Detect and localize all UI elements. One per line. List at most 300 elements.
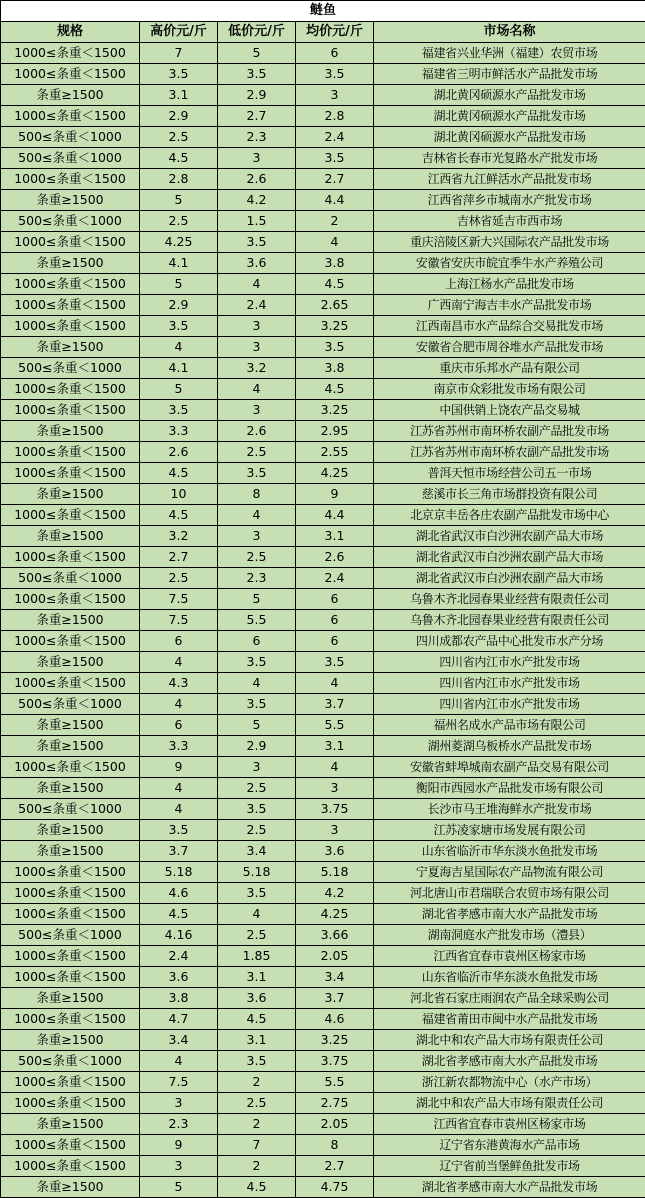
- cell-market-name: 普洱天恒市场经营公司五一市场: [374, 463, 645, 484]
- cell-spec: 1000≤条重＜1500: [1, 379, 140, 400]
- cell-high-price: 3.5: [140, 820, 218, 841]
- cell-high-price: 4: [140, 1051, 218, 1072]
- cell-market-name: 福建省三明市鲜活水产品批发市场: [374, 64, 645, 85]
- table-row: [1, 715, 645, 736]
- cell-avg-price: 4: [296, 757, 374, 778]
- cell-low-price: 3.5: [218, 463, 296, 484]
- table-row: [1, 673, 645, 694]
- cell-market-name: 重庆市乐邦水产品有限公司: [374, 358, 645, 379]
- cell-spec: 1000≤条重＜1500: [1, 757, 140, 778]
- cell-market-name: 江西省萍乡市城南水产批发市场: [374, 190, 645, 211]
- cell-low-price: 3.4: [218, 841, 296, 862]
- cell-market-name: 四川省内江市水产批发市场: [374, 652, 645, 673]
- cell-high-price: 4: [140, 778, 218, 799]
- cell-low-price: 3: [218, 526, 296, 547]
- cell-avg-price: 4: [296, 232, 374, 253]
- cell-high-price: 2.5: [140, 211, 218, 232]
- cell-market-name: 河北唐山市君瑞联合农贸市场有限公司: [374, 883, 645, 904]
- cell-spec: 1000≤条重＜1500: [1, 673, 140, 694]
- cell-avg-price: 4: [296, 673, 374, 694]
- table-row: [1, 211, 645, 232]
- cell-high-price: 6: [140, 715, 218, 736]
- cell-high-price: 4: [140, 652, 218, 673]
- table-row: [1, 442, 645, 463]
- cell-avg-price: 4.4: [296, 190, 374, 211]
- cell-spec: 1000≤条重＜1500: [1, 274, 140, 295]
- cell-spec: 1000≤条重＜1500: [1, 43, 140, 64]
- cell-spec: 条重≥1500: [1, 85, 140, 106]
- cell-avg-price: 2.4: [296, 568, 374, 589]
- cell-spec: 条重≥1500: [1, 778, 140, 799]
- table-row: [1, 274, 645, 295]
- cell-low-price: 3.5: [218, 1051, 296, 1072]
- table-row: [1, 946, 645, 967]
- table-row: [1, 1051, 645, 1072]
- cell-spec: 条重≥1500: [1, 1114, 140, 1135]
- cell-high-price: 2.7: [140, 547, 218, 568]
- table-row: [1, 925, 645, 946]
- table-row: [1, 295, 645, 316]
- cell-high-price: 3.1: [140, 85, 218, 106]
- cell-avg-price: 2.7: [296, 1156, 374, 1177]
- cell-avg-price: 3.7: [296, 988, 374, 1009]
- table-row: [1, 379, 645, 400]
- cell-high-price: 2.3: [140, 1114, 218, 1135]
- cell-low-price: 4.5: [218, 1177, 296, 1198]
- cell-high-price: 3.6: [140, 967, 218, 988]
- cell-low-price: 2.5: [218, 547, 296, 568]
- cell-high-price: 3.5: [140, 64, 218, 85]
- cell-spec: 条重≥1500: [1, 736, 140, 757]
- cell-high-price: 4.5: [140, 904, 218, 925]
- cell-avg-price: 3.4: [296, 967, 374, 988]
- cell-avg-price: 3: [296, 820, 374, 841]
- cell-low-price: 2: [218, 1072, 296, 1093]
- header-avg-price: 均价元/斤: [296, 22, 374, 43]
- cell-low-price: 3: [218, 757, 296, 778]
- cell-avg-price: 3.25: [296, 1030, 374, 1051]
- cell-avg-price: 3.75: [296, 1051, 374, 1072]
- cell-market-name: 安徽省合肥市周谷堆水产品批发市场: [374, 337, 645, 358]
- cell-market-name: 湖北黄冈硕源水产品批发市场: [374, 85, 645, 106]
- cell-spec: 条重≥1500: [1, 988, 140, 1009]
- cell-high-price: 5.18: [140, 862, 218, 883]
- cell-high-price: 4: [140, 694, 218, 715]
- cell-market-name: 湖南洞庭水产批发市场（澧县）: [374, 925, 645, 946]
- cell-low-price: 4: [218, 904, 296, 925]
- cell-high-price: 5: [140, 1177, 218, 1198]
- table-row: [1, 967, 645, 988]
- table-body: [1, 43, 645, 1198]
- cell-market-name: 长沙市马王堆海鲜水产批发市场: [374, 799, 645, 820]
- cell-low-price: 4.2: [218, 190, 296, 211]
- cell-market-name: 福建省兴业华洲（福建）农贸市场: [374, 43, 645, 64]
- cell-market-name: 湖北省武汉市白沙洲农副产品大市场: [374, 547, 645, 568]
- cell-market-name: 四川省内江市水产批发市场: [374, 673, 645, 694]
- cell-spec: 500≤条重＜1000: [1, 127, 140, 148]
- cell-high-price: 2.9: [140, 295, 218, 316]
- cell-spec: 500≤条重＜1000: [1, 148, 140, 169]
- cell-avg-price: 3.66: [296, 925, 374, 946]
- cell-avg-price: 3: [296, 778, 374, 799]
- cell-low-price: 3.5: [218, 799, 296, 820]
- cell-high-price: 7.5: [140, 610, 218, 631]
- cell-high-price: 4: [140, 337, 218, 358]
- cell-high-price: 3.5: [140, 400, 218, 421]
- cell-avg-price: 4.5: [296, 379, 374, 400]
- cell-low-price: 2.7: [218, 106, 296, 127]
- cell-spec: 1000≤条重＜1500: [1, 463, 140, 484]
- header-high-price: 高价元/斤: [140, 22, 218, 43]
- table-row: [1, 820, 645, 841]
- cell-avg-price: 5.5: [296, 1072, 374, 1093]
- cell-spec: 条重≥1500: [1, 1177, 140, 1198]
- cell-low-price: 4: [218, 505, 296, 526]
- cell-low-price: 5: [218, 715, 296, 736]
- cell-low-price: 3: [218, 148, 296, 169]
- table-row: [1, 316, 645, 337]
- cell-market-name: 湖北中和农产品大市场有限责任公司: [374, 1030, 645, 1051]
- table-row: [1, 337, 645, 358]
- cell-low-price: 2.5: [218, 1093, 296, 1114]
- table-row: [1, 841, 645, 862]
- table-row: [1, 988, 645, 1009]
- table-row: [1, 694, 645, 715]
- cell-high-price: 3.2: [140, 526, 218, 547]
- cell-spec: 1000≤条重＜1500: [1, 64, 140, 85]
- cell-spec: 1000≤条重＜1500: [1, 883, 140, 904]
- table-row: [1, 358, 645, 379]
- cell-high-price: 3.3: [140, 421, 218, 442]
- table-row: [1, 169, 645, 190]
- cell-spec: 500≤条重＜1000: [1, 568, 140, 589]
- cell-high-price: 2.5: [140, 568, 218, 589]
- cell-low-price: 3.5: [218, 883, 296, 904]
- cell-market-name: 山东省临沂市华东淡水鱼批发市场: [374, 841, 645, 862]
- cell-spec: 1000≤条重＜1500: [1, 862, 140, 883]
- cell-market-name: 安徽省安庆市皖宜季牛水产养殖公司: [374, 253, 645, 274]
- cell-high-price: 2.4: [140, 946, 218, 967]
- table-row: [1, 1093, 645, 1114]
- cell-high-price: 4.1: [140, 253, 218, 274]
- cell-market-name: 吉林省延吉市西市场: [374, 211, 645, 232]
- table-row: [1, 757, 645, 778]
- cell-avg-price: 4.25: [296, 463, 374, 484]
- cell-low-price: 2.4: [218, 295, 296, 316]
- cell-avg-price: 3.1: [296, 526, 374, 547]
- cell-spec: 1000≤条重＜1500: [1, 505, 140, 526]
- header-spec: 规格: [1, 22, 140, 43]
- cell-spec: 1000≤条重＜1500: [1, 1156, 140, 1177]
- table-row: [1, 1135, 645, 1156]
- cell-high-price: 5: [140, 379, 218, 400]
- table-row: [1, 106, 645, 127]
- cell-low-price: 2.6: [218, 169, 296, 190]
- cell-market-name: 浙江新农都物流中心（水产市场）: [374, 1072, 645, 1093]
- cell-market-name: 湖北省武汉市白沙洲农副产品大市场: [374, 526, 645, 547]
- cell-market-name: 吉林省长春市光复路水产批发市场: [374, 148, 645, 169]
- cell-high-price: 4.25: [140, 232, 218, 253]
- cell-market-name: 慈溪市长三角市场群投资有限公司: [374, 484, 645, 505]
- cell-market-name: 湖州菱湖乌板桥水产品批发市场: [374, 736, 645, 757]
- cell-avg-price: 2.8: [296, 106, 374, 127]
- cell-high-price: 2.9: [140, 106, 218, 127]
- table-row: [1, 253, 645, 274]
- cell-avg-price: 2.05: [296, 1114, 374, 1135]
- cell-avg-price: 6: [296, 631, 374, 652]
- cell-avg-price: 3.7: [296, 694, 374, 715]
- cell-avg-price: 4.6: [296, 1009, 374, 1030]
- table-row: [1, 799, 645, 820]
- cell-low-price: 2: [218, 1156, 296, 1177]
- cell-high-price: 4.7: [140, 1009, 218, 1030]
- cell-low-price: 2.3: [218, 127, 296, 148]
- cell-market-name: 福建省莆田市闽中水产品批发市场: [374, 1009, 645, 1030]
- table-row: [1, 883, 645, 904]
- cell-avg-price: 3.1: [296, 736, 374, 757]
- table-row: [1, 589, 645, 610]
- table-row: [1, 1030, 645, 1051]
- cell-low-price: 2.9: [218, 736, 296, 757]
- cell-market-name: 四川省内江市水产批发市场: [374, 694, 645, 715]
- cell-low-price: 2.3: [218, 568, 296, 589]
- cell-high-price: 4.5: [140, 505, 218, 526]
- cell-low-price: 4: [218, 274, 296, 295]
- cell-low-price: 3.6: [218, 988, 296, 1009]
- cell-high-price: 4.1: [140, 358, 218, 379]
- cell-low-price: 2.5: [218, 820, 296, 841]
- cell-spec: 条重≥1500: [1, 652, 140, 673]
- cell-high-price: 4.5: [140, 463, 218, 484]
- cell-low-price: 2.5: [218, 778, 296, 799]
- cell-high-price: 3.4: [140, 1030, 218, 1051]
- cell-low-price: 4: [218, 673, 296, 694]
- cell-spec: 条重≥1500: [1, 337, 140, 358]
- cell-high-price: 10: [140, 484, 218, 505]
- cell-spec: 1000≤条重＜1500: [1, 1072, 140, 1093]
- cell-market-name: 南京市众彩批发市场有限公司: [374, 379, 645, 400]
- cell-avg-price: 4.2: [296, 883, 374, 904]
- cell-market-name: 安徽省蚌埠城南农副产品交易有限公司: [374, 757, 645, 778]
- cell-low-price: 2.6: [218, 421, 296, 442]
- table-row: [1, 631, 645, 652]
- cell-high-price: 3.8: [140, 988, 218, 1009]
- cell-low-price: 4.5: [218, 1009, 296, 1030]
- cell-avg-price: 6: [296, 610, 374, 631]
- cell-market-name: 福州名成水产品市场有限公司: [374, 715, 645, 736]
- table-row: [1, 610, 645, 631]
- cell-market-name: 江苏省苏州市南环桥农副产品批发市场: [374, 421, 645, 442]
- cell-avg-price: 5.18: [296, 862, 374, 883]
- cell-avg-price: 3.5: [296, 64, 374, 85]
- cell-market-name: 湖北省孝感市南大水产品批发市场: [374, 1177, 645, 1198]
- cell-avg-price: 3.6: [296, 841, 374, 862]
- cell-low-price: 5.5: [218, 610, 296, 631]
- table-row: [1, 484, 645, 505]
- table-row: [1, 1114, 645, 1135]
- cell-avg-price: 3.25: [296, 316, 374, 337]
- cell-spec: 条重≥1500: [1, 190, 140, 211]
- cell-low-price: 5.18: [218, 862, 296, 883]
- cell-low-price: 7: [218, 1135, 296, 1156]
- cell-avg-price: 9: [296, 484, 374, 505]
- cell-avg-price: 5.5: [296, 715, 374, 736]
- cell-market-name: 辽宁省东港黄海水产品市场: [374, 1135, 645, 1156]
- cell-spec: 500≤条重＜1000: [1, 799, 140, 820]
- cell-high-price: 2.6: [140, 442, 218, 463]
- cell-high-price: 4.5: [140, 148, 218, 169]
- cell-market-name: 北京京丰岳各庄农副产品批发市场中心: [374, 505, 645, 526]
- cell-avg-price: 2.55: [296, 442, 374, 463]
- cell-avg-price: 3.5: [296, 652, 374, 673]
- table-row: [1, 421, 645, 442]
- cell-high-price: 5: [140, 190, 218, 211]
- cell-low-price: 3.1: [218, 967, 296, 988]
- cell-high-price: 3: [140, 1093, 218, 1114]
- cell-avg-price: 8: [296, 1135, 374, 1156]
- cell-market-name: 广西南宁海吉丰水产品批发市场: [374, 295, 645, 316]
- table-row: [1, 1072, 645, 1093]
- cell-avg-price: 2.75: [296, 1093, 374, 1114]
- cell-high-price: 5: [140, 274, 218, 295]
- cell-spec: 条重≥1500: [1, 610, 140, 631]
- table-row: [1, 526, 645, 547]
- cell-spec: 1000≤条重＜1500: [1, 400, 140, 421]
- cell-avg-price: 3.8: [296, 253, 374, 274]
- cell-market-name: 山东省临沂市华东淡水鱼批发市场: [374, 967, 645, 988]
- cell-high-price: 7.5: [140, 589, 218, 610]
- cell-market-name: 重庆涪陵区新大兴国际农产品批发市场: [374, 232, 645, 253]
- cell-low-price: 1.85: [218, 946, 296, 967]
- cell-high-price: 9: [140, 1135, 218, 1156]
- cell-high-price: 3.3: [140, 736, 218, 757]
- table-row: [1, 232, 645, 253]
- cell-high-price: 2.5: [140, 127, 218, 148]
- cell-avg-price: 6: [296, 43, 374, 64]
- cell-low-price: 8: [218, 484, 296, 505]
- cell-avg-price: 3.8: [296, 358, 374, 379]
- table-row: [1, 1177, 645, 1198]
- cell-low-price: 5: [218, 43, 296, 64]
- table-row: [1, 778, 645, 799]
- cell-avg-price: 3.75: [296, 799, 374, 820]
- cell-market-name: 江苏省苏州市南环桥农副产品批发市场: [374, 442, 645, 463]
- cell-low-price: 3: [218, 400, 296, 421]
- cell-spec: 1000≤条重＜1500: [1, 1009, 140, 1030]
- cell-low-price: 5: [218, 589, 296, 610]
- cell-low-price: 3.6: [218, 253, 296, 274]
- cell-low-price: 3: [218, 316, 296, 337]
- cell-low-price: 3.5: [218, 232, 296, 253]
- cell-spec: 1000≤条重＜1500: [1, 1135, 140, 1156]
- cell-spec: 1000≤条重＜1500: [1, 1093, 140, 1114]
- cell-avg-price: 4.5: [296, 274, 374, 295]
- table-row: [1, 127, 645, 148]
- cell-market-name: 上海江杨水产品批发市场: [374, 274, 645, 295]
- cell-low-price: 1.5: [218, 211, 296, 232]
- table-row: [1, 547, 645, 568]
- cell-spec: 1000≤条重＜1500: [1, 316, 140, 337]
- cell-spec: 条重≥1500: [1, 484, 140, 505]
- table-row: [1, 1156, 645, 1177]
- cell-spec: 条重≥1500: [1, 841, 140, 862]
- cell-spec: 1000≤条重＜1500: [1, 442, 140, 463]
- cell-market-name: 江西南昌市水产品综合交易批发市场: [374, 316, 645, 337]
- cell-low-price: 3: [218, 337, 296, 358]
- cell-market-name: 湖北黄冈硕源水产品批发市场: [374, 106, 645, 127]
- cell-high-price: 3: [140, 1156, 218, 1177]
- cell-high-price: 4.3: [140, 673, 218, 694]
- cell-spec: 条重≥1500: [1, 421, 140, 442]
- cell-high-price: 3.5: [140, 316, 218, 337]
- cell-low-price: 2.5: [218, 442, 296, 463]
- table-row: [1, 148, 645, 169]
- cell-high-price: 7: [140, 43, 218, 64]
- cell-avg-price: 4.4: [296, 505, 374, 526]
- cell-market-name: 湖北省孝感市南大水产品批发市场: [374, 1051, 645, 1072]
- cell-spec: 条重≥1500: [1, 1030, 140, 1051]
- cell-spec: 1000≤条重＜1500: [1, 169, 140, 190]
- cell-low-price: 2.5: [218, 925, 296, 946]
- cell-market-name: 衡阳市西园水产品批发市场有限公司: [374, 778, 645, 799]
- cell-market-name: 中国供销上饶农产品交易城: [374, 400, 645, 421]
- cell-avg-price: 3: [296, 85, 374, 106]
- cell-high-price: 7.5: [140, 1072, 218, 1093]
- table-row: [1, 463, 645, 484]
- cell-market-name: 江西省宜春市袁州区杨家市场: [374, 1114, 645, 1135]
- cell-avg-price: 4.75: [296, 1177, 374, 1198]
- cell-high-price: 9: [140, 757, 218, 778]
- cell-market-name: 江西省九江鲜活水产品批发市场: [374, 169, 645, 190]
- cell-avg-price: 2.6: [296, 547, 374, 568]
- cell-market-name: 宁夏海吉星国际农产品物流有限公司: [374, 862, 645, 883]
- cell-high-price: 4: [140, 799, 218, 820]
- cell-spec: 1000≤条重＜1500: [1, 904, 140, 925]
- table-row: [1, 736, 645, 757]
- cell-spec: 500≤条重＜1000: [1, 358, 140, 379]
- cell-low-price: 3.5: [218, 64, 296, 85]
- cell-high-price: 2.8: [140, 169, 218, 190]
- cell-spec: 1000≤条重＜1500: [1, 106, 140, 127]
- table-row: [1, 43, 645, 64]
- table-row: [1, 904, 645, 925]
- cell-low-price: 3.5: [218, 652, 296, 673]
- cell-spec: 条重≥1500: [1, 526, 140, 547]
- table-row: [1, 1009, 645, 1030]
- table-row: [1, 64, 645, 85]
- cell-low-price: 4: [218, 379, 296, 400]
- cell-avg-price: 2.65: [296, 295, 374, 316]
- table-row: [1, 568, 645, 589]
- cell-market-name: 湖北黄冈硕源水产品批发市场: [374, 127, 645, 148]
- cell-spec: 500≤条重＜1000: [1, 1051, 140, 1072]
- cell-high-price: 6: [140, 631, 218, 652]
- cell-market-name: 湖北中和农产品大市场有限责任公司: [374, 1093, 645, 1114]
- header-low-price: 低价元/斤: [218, 22, 296, 43]
- cell-spec: 500≤条重＜1000: [1, 211, 140, 232]
- cell-avg-price: 6: [296, 589, 374, 610]
- cell-avg-price: 3.5: [296, 337, 374, 358]
- cell-low-price: 3.5: [218, 694, 296, 715]
- cell-spec: 500≤条重＜1000: [1, 694, 140, 715]
- table-row: [1, 400, 645, 421]
- table-row: [1, 652, 645, 673]
- cell-market-name: 河北省石家庄雨润农产品全球采购公司: [374, 988, 645, 1009]
- cell-avg-price: 2.4: [296, 127, 374, 148]
- cell-spec: 1000≤条重＜1500: [1, 547, 140, 568]
- header-market-name: 市场名称: [374, 22, 645, 43]
- cell-market-name: 湖北省武汉市白沙洲农副产品大市场: [374, 568, 645, 589]
